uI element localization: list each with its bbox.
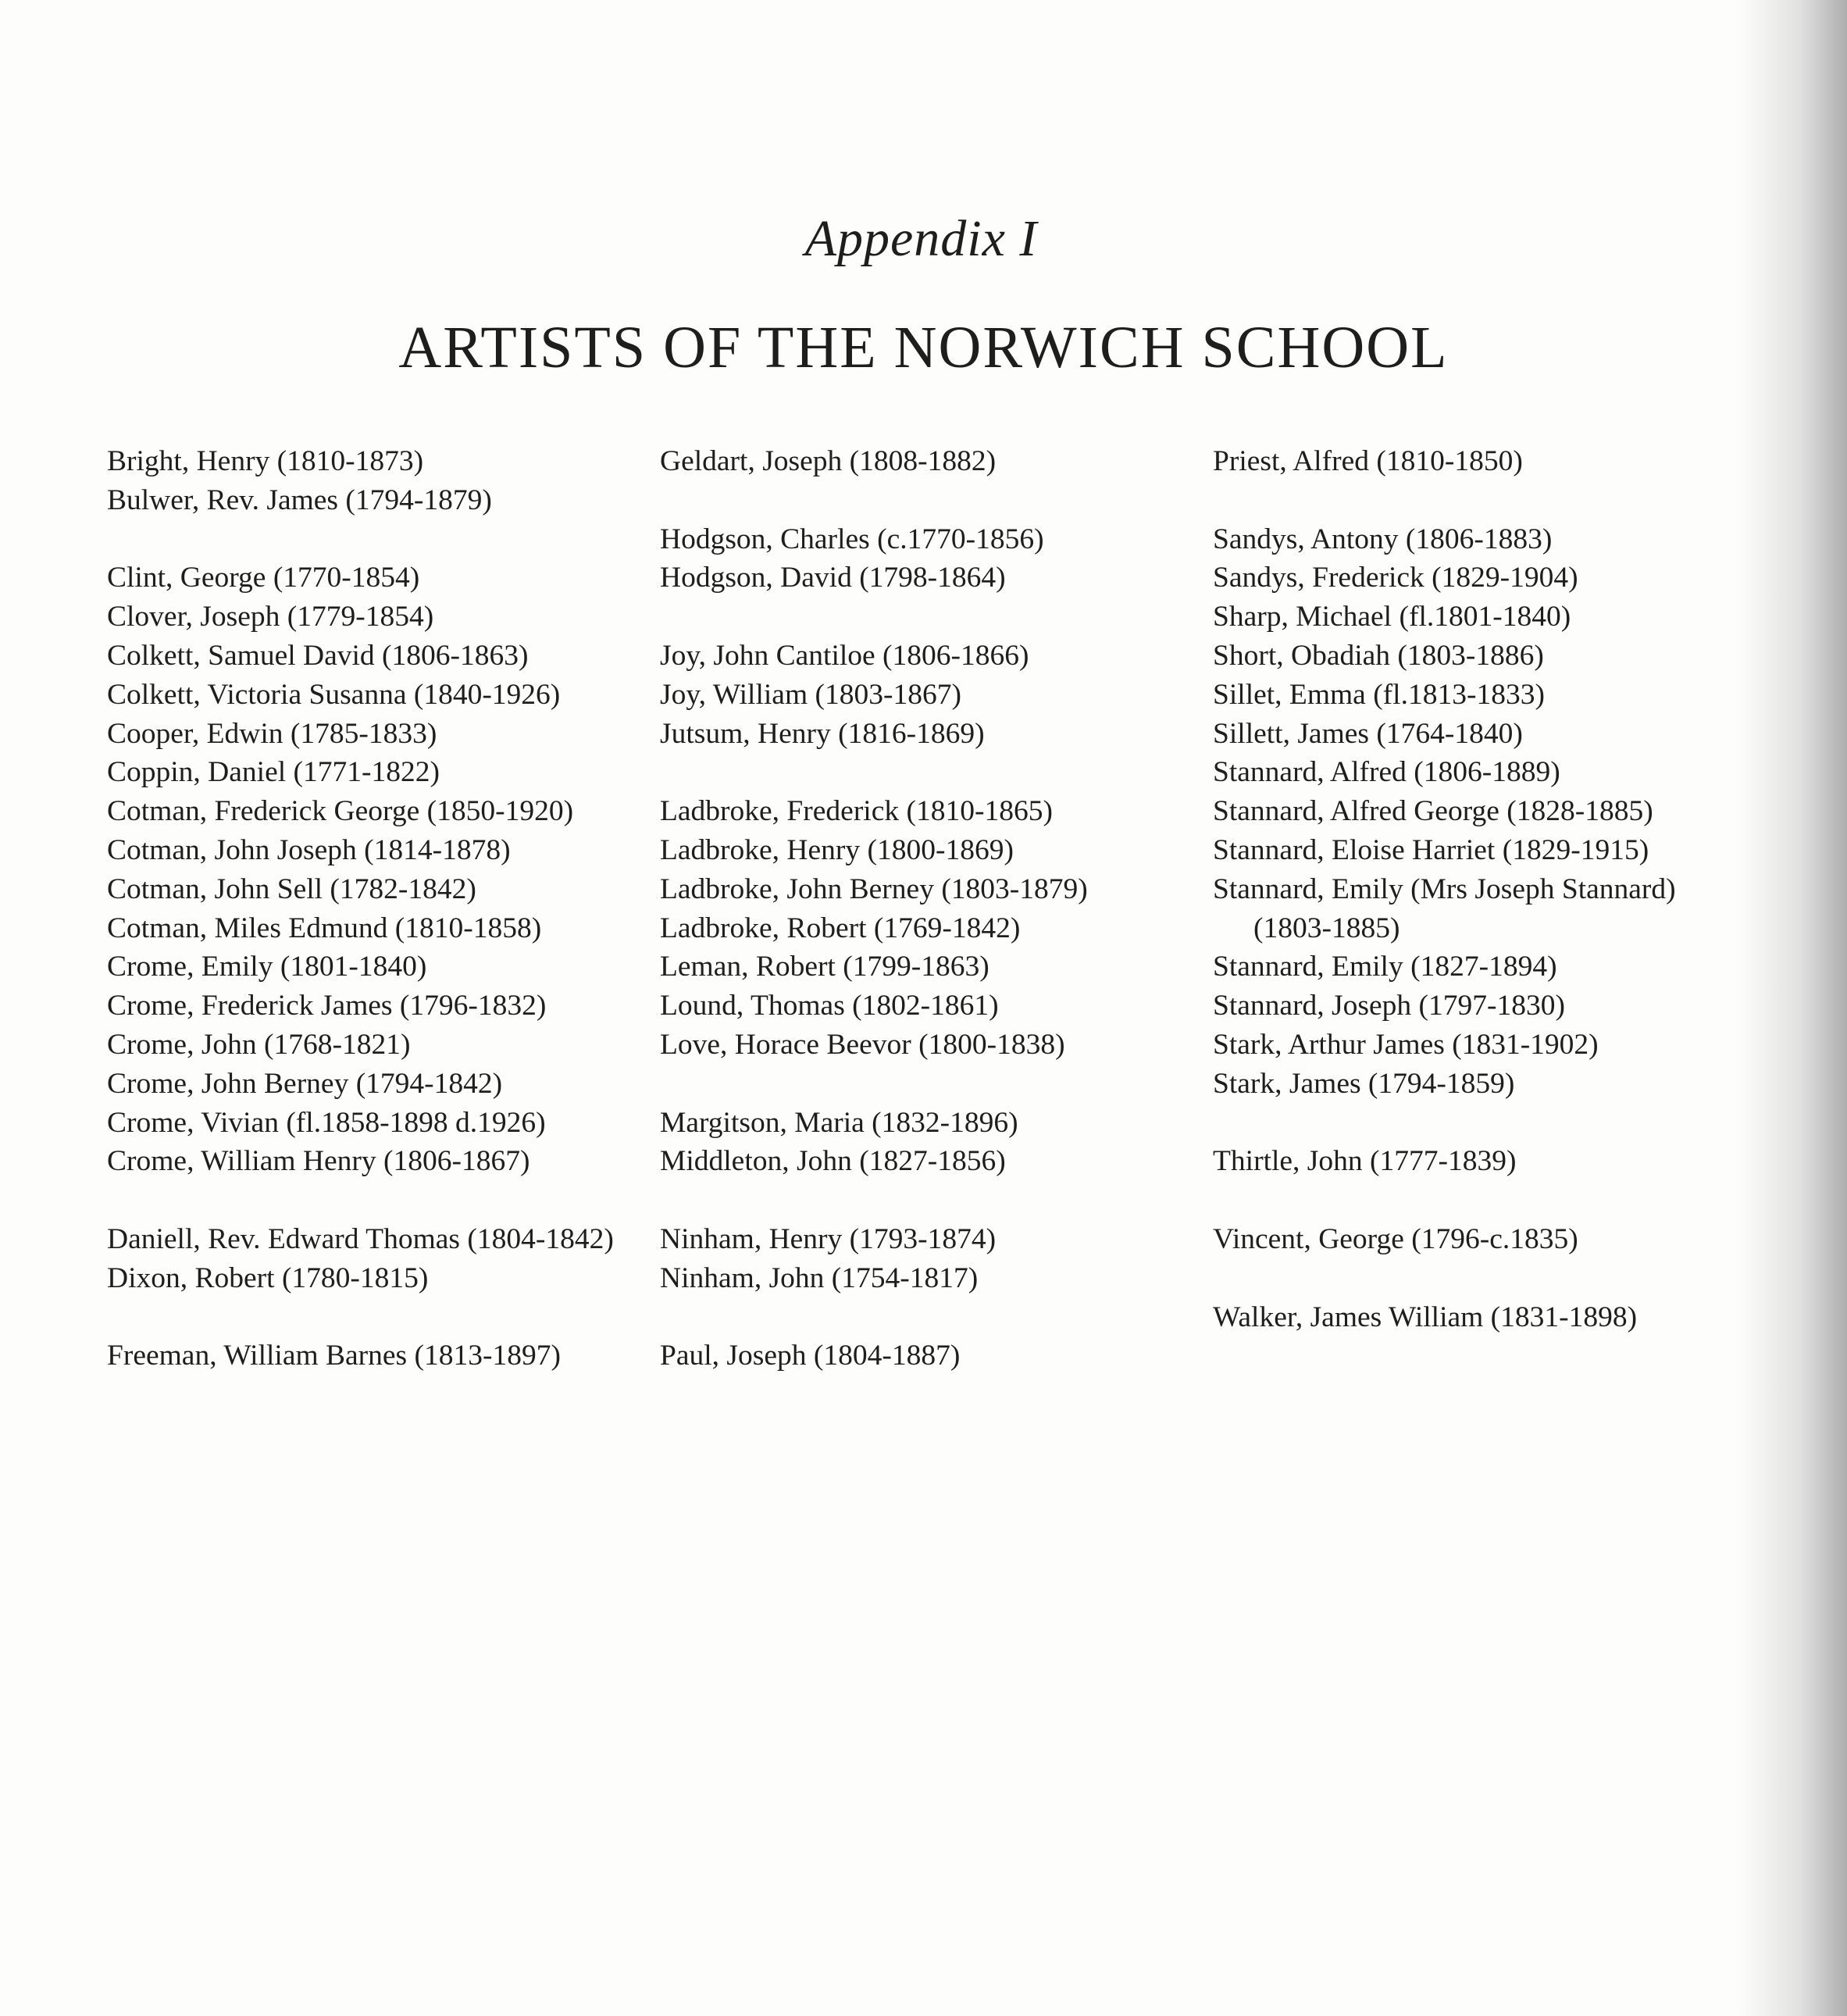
artist-entry: Paul, Joseph (1804-1887): [660, 1340, 961, 1372]
artist-entry: Stannard, Joseph (1797-1830): [1213, 990, 1565, 1022]
artist-column-3: [1213, 442, 1676, 1336]
artist-entry: Ladbroke, Robert (1769-1842): [660, 912, 1021, 944]
artist-entry: Lound, Thomas (1802-1861): [660, 990, 999, 1022]
artist-entry: Crome, William Henry (1806-1867): [107, 1145, 530, 1178]
artist-entry: Cotman, Miles Edmund (1810-1858): [107, 912, 542, 944]
artist-entry: Leman, Robert (1799-1863): [660, 951, 989, 983]
group-spacer: [1213, 1259, 1676, 1298]
artist-entry: Jutsum, Henry (1816-1869): [660, 717, 985, 750]
artist-column-2: [660, 442, 1088, 1376]
artist-entry: Cooper, Edwin (1785-1833): [107, 717, 437, 750]
artist-entry: Joy, William (1803-1867): [660, 678, 961, 711]
artist-entry: Priest, Alfred (1810-1850): [1213, 445, 1523, 477]
artist-entry: Stark, James (1794-1859): [1213, 1067, 1515, 1100]
artist-entry: Stannard, Emily (1827-1894): [1213, 951, 1557, 983]
group-spacer: [660, 1298, 1088, 1337]
artist-entry: Hodgson, David (1798-1864): [660, 562, 1006, 594]
artist-entry: Middleton, John (1827-1856): [660, 1145, 1006, 1178]
artist-entry: Colkett, Victoria Susanna (1840-1926): [107, 678, 561, 711]
artist-entry: Sharp, Michael (fl.1801-1840): [1213, 601, 1571, 633]
artist-entry: Sandys, Frederick (1829-1904): [1213, 562, 1578, 594]
artist-entry: Ninham, John (1754-1817): [660, 1261, 979, 1294]
group-spacer: [1213, 1181, 1676, 1220]
artist-entry: Daniell, Rev. Edward Thomas (1804-1842): [107, 1222, 614, 1255]
group-spacer: [660, 1181, 1088, 1220]
page-edge-shadow: [1738, 0, 1847, 2016]
page-title: ARTISTS OF THE NORWICH SCHOOL: [398, 315, 1449, 380]
artist-entry: Margitson, Maria (1832-1896): [660, 1106, 1018, 1139]
artist-entry: Ladbroke, John Berney (1803-1879): [660, 872, 1088, 905]
artist-entry: Stannard, Eloise Harriet (1829-1915): [1213, 833, 1649, 866]
artist-entry: Coppin, Daniel (1771-1822): [107, 756, 440, 789]
artist-entry: Clint, George (1770-1854): [107, 562, 420, 594]
artist-entry: Crome, John (1768-1821): [107, 1028, 411, 1061]
artist-entry: Stannard, Alfred George (1828-1885): [1213, 795, 1653, 828]
artist-entry: Hodgson, Charles (c.1770-1856): [660, 523, 1044, 555]
artist-entry: Short, Obadiah (1803-1886): [1213, 639, 1544, 672]
artist-entry: Crome, Frederick James (1796-1832): [107, 990, 547, 1022]
artist-entry: Thirtle, John (1777-1839): [1213, 1145, 1517, 1178]
group-spacer: [107, 1181, 614, 1220]
artist-entry: Geldart, Joseph (1808-1882): [660, 445, 997, 477]
artist-entry: Cotman, Frederick George (1850-1920): [107, 795, 574, 828]
artist-entry: Crome, John Berney (1794-1842): [107, 1067, 503, 1100]
artist-entry: Stannard, Alfred (1806-1889): [1213, 756, 1560, 789]
artist-entry: Ladbroke, Frederick (1810-1865): [660, 795, 1053, 828]
group-spacer: [107, 520, 614, 559]
artist-entry: Sillett, James (1764-1840): [1213, 717, 1523, 750]
group-spacer: [660, 481, 1088, 520]
artist-column-1: [107, 442, 614, 1376]
group-spacer: [1213, 1104, 1676, 1143]
artist-entry: Sandys, Antony (1806-1883): [1213, 523, 1553, 555]
artist-entry: (1803-1885): [1253, 912, 1400, 944]
artist-entry: Stark, Arthur James (1831-1902): [1213, 1028, 1599, 1061]
artist-entry: Sillet, Emma (fl.1813-1833): [1213, 678, 1545, 711]
artist-entry: Crome, Vivian (fl.1858-1898 d.1926): [107, 1106, 546, 1139]
artist-entry: Clover, Joseph (1779-1854): [107, 601, 434, 633]
group-spacer: [107, 1298, 614, 1337]
artist-entry: Ladbroke, Henry (1800-1869): [660, 833, 1014, 866]
artist-entry: Cotman, John Sell (1782-1842): [107, 872, 476, 905]
artist-entry: Dixon, Robert (1780-1815): [107, 1261, 429, 1294]
group-spacer: [1213, 481, 1676, 520]
artist-entry: Love, Horace Beevor (1800-1838): [660, 1028, 1065, 1061]
group-spacer: [660, 598, 1088, 637]
appendix-heading: Appendix I: [804, 210, 1038, 267]
artist-entry: Bulwer, Rev. James (1794-1879): [107, 483, 492, 516]
artist-entry: Joy, John Cantiloe (1806-1866): [660, 639, 1029, 672]
group-spacer: [660, 753, 1088, 792]
artist-entry: Cotman, John Joseph (1814-1878): [107, 833, 511, 866]
artist-entry: Vincent, George (1796-c.1835): [1213, 1222, 1578, 1255]
artist-entry: Freeman, William Barnes (1813-1897): [107, 1340, 561, 1372]
artist-entry: Ninham, Henry (1793-1874): [660, 1222, 997, 1255]
artist-entry: Walker, James William (1831-1898): [1213, 1301, 1638, 1333]
group-spacer: [660, 1065, 1088, 1104]
artist-entry: Crome, Emily (1801-1840): [107, 951, 427, 983]
artist-entry: Stannard, Emily (Mrs Joseph Stannard): [1213, 872, 1676, 905]
artist-entry: Bright, Henry (1810-1873): [107, 445, 424, 477]
artist-entry: Colkett, Samuel David (1806-1863): [107, 639, 529, 672]
